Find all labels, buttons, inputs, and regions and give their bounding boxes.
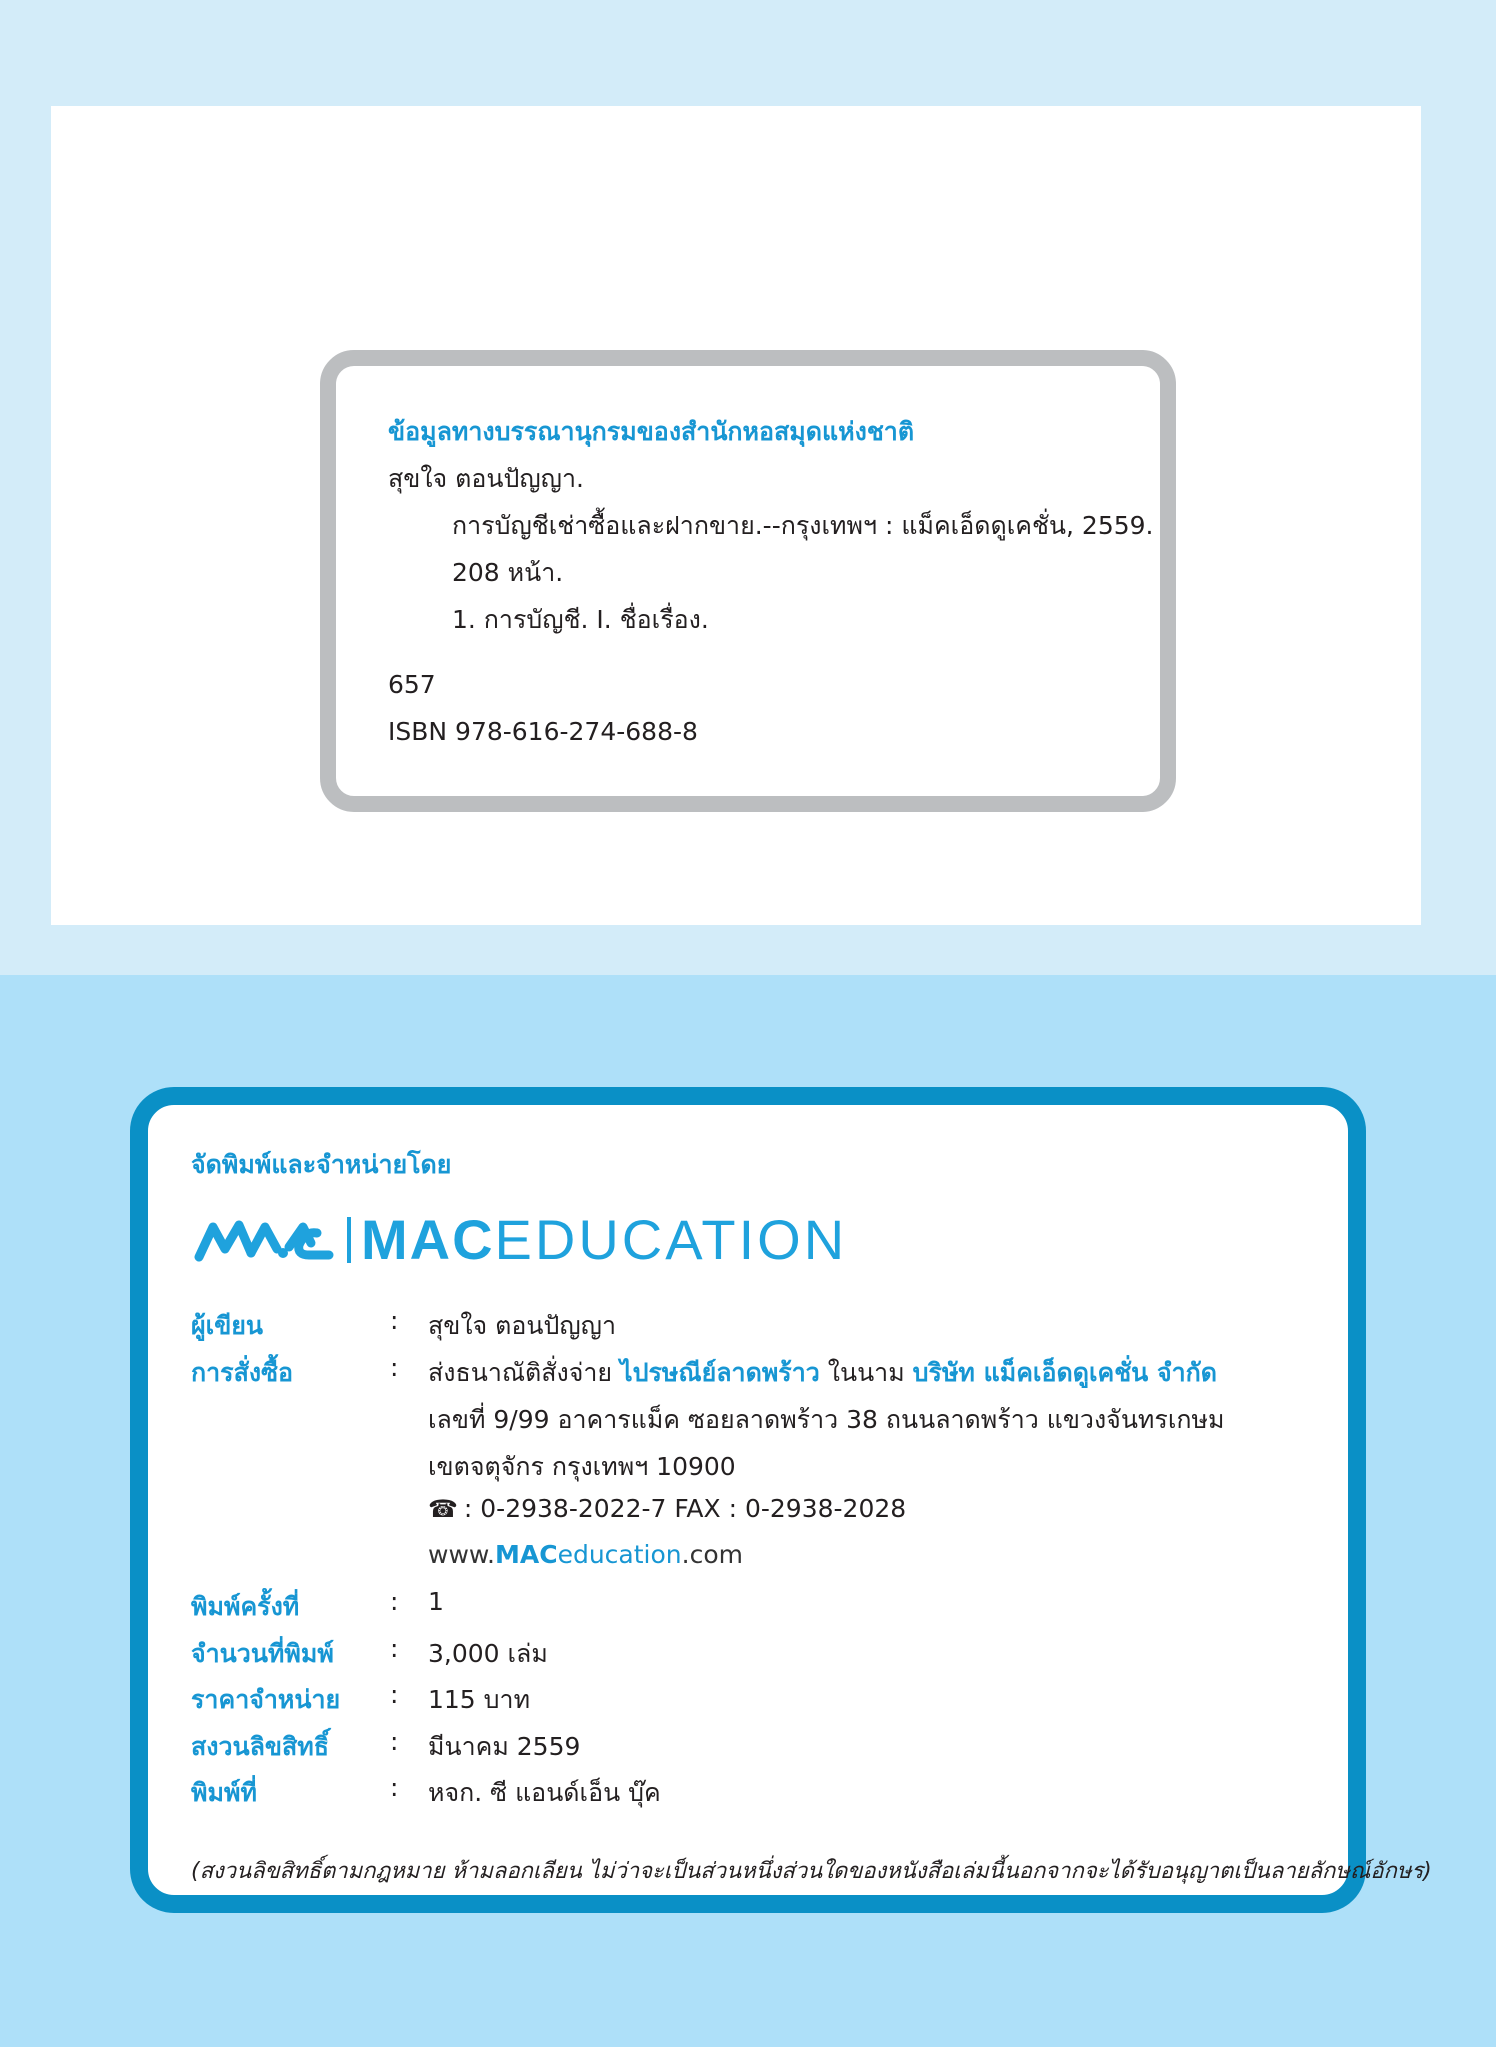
phone-fax-text: : 0-2938-2022-7 FAX : 0-2938-2028: [463, 1494, 907, 1523]
website-prefix: www.: [428, 1540, 495, 1569]
logo-word-mac: MAC: [361, 1208, 495, 1271]
website-suffix: .com: [681, 1540, 743, 1569]
mac-wave-logo-icon: [193, 1215, 335, 1265]
cip-book-line: การบัญชีเช่าซื้อและฝากขาย.--กรุงเทพฯ : แม็คเอ็ดดูเคชั่น, 2559.: [452, 511, 1154, 540]
phone-fax-line: [428, 1494, 906, 1523]
mac-education-logo: [193, 1208, 848, 1271]
copies-value: 3,000 เล่ม: [428, 1639, 548, 1668]
price-label: ราคาจำหน่าย: [191, 1685, 341, 1714]
cip-class-number: 657: [388, 670, 436, 699]
copyright-colon: :: [390, 1727, 399, 1756]
copyright-value: มีนาคม 2559: [428, 1732, 581, 1761]
author-value: สุขใจ ตอนปัญญา: [428, 1311, 617, 1340]
address-line-1: เลขที่ 9/99 อาคารแม็ค ซอยลาดพร้าว 38 ถนนลาดพร้าว แขวงจันทรเกษม: [428, 1405, 1225, 1434]
edition-colon: :: [390, 1587, 399, 1616]
cip-pages: 208 หน้า.: [452, 558, 564, 587]
edition-label: พิมพ์ครั้งที่: [191, 1592, 300, 1621]
order-colon: :: [390, 1353, 399, 1382]
logo-divider: [347, 1217, 351, 1263]
order-label: การสั่งซื้อ: [191, 1358, 294, 1387]
copies-colon: :: [390, 1634, 399, 1663]
cip-author: สุขใจ ตอนปัญญา.: [388, 464, 584, 493]
cip-title: ข้อมูลทางบรรณานุกรมของสำนักหอสมุดแห่งชาติ: [388, 417, 915, 446]
order-text-1: ส่งธนาณัติสั่งจ่าย: [428, 1358, 613, 1387]
telephone-icon: ☎: [428, 1495, 458, 1523]
address-line-2: เขตจตุจักร กรุงเทพฯ 10900: [428, 1452, 736, 1481]
printer-value: หจก. ซี แอนด์เอ็น บุ๊ค: [428, 1778, 661, 1807]
printer-colon: :: [390, 1773, 399, 1802]
cip-isbn: ISBN 978-616-274-688-8: [388, 717, 698, 746]
website-link[interactable]: [428, 1540, 743, 1569]
author-colon: :: [390, 1306, 399, 1335]
order-post-office: ไปรษณีย์ลาดพร้าว: [620, 1358, 820, 1387]
order-company: บริษัท แม็คเอ็ดดูเคชั่น จำกัด: [912, 1358, 1218, 1387]
price-value: 115 บาท: [428, 1685, 531, 1714]
order-value: [428, 1353, 1217, 1393]
printer-label: พิมพ์ที่: [191, 1778, 257, 1807]
order-text-2: ในนาม: [827, 1358, 905, 1387]
edition-value: 1: [428, 1587, 444, 1616]
copyright-label: สงวนลิขสิทธิ์: [191, 1732, 330, 1761]
copyright-note: (สงวนลิขสิทธิ์ตามกฎหมาย ห้ามลอกเลียน ไม่ว่าจะเป็นส่วนหนึ่งส่วนใดของหนังสือเล่มนี้นอกจากจะได้รับอนุญาตเป็นลายลักษณ์อักษร): [191, 1859, 1432, 1884]
logo-word-education: EDUCATION: [494, 1208, 848, 1271]
price-colon: :: [390, 1680, 399, 1709]
publisher-heading: จัดพิมพ์และจำหน่ายโดย: [191, 1150, 452, 1179]
logo-wordmark: [361, 1208, 848, 1271]
author-label: ผู้เขียน: [191, 1311, 264, 1340]
cip-subject: 1. การบัญชี. I. ชื่อเรื่อง.: [452, 605, 709, 634]
copies-label: จำนวนที่พิมพ์: [191, 1639, 334, 1668]
website-mac: MAC: [495, 1540, 558, 1569]
website-education: education: [557, 1540, 682, 1569]
